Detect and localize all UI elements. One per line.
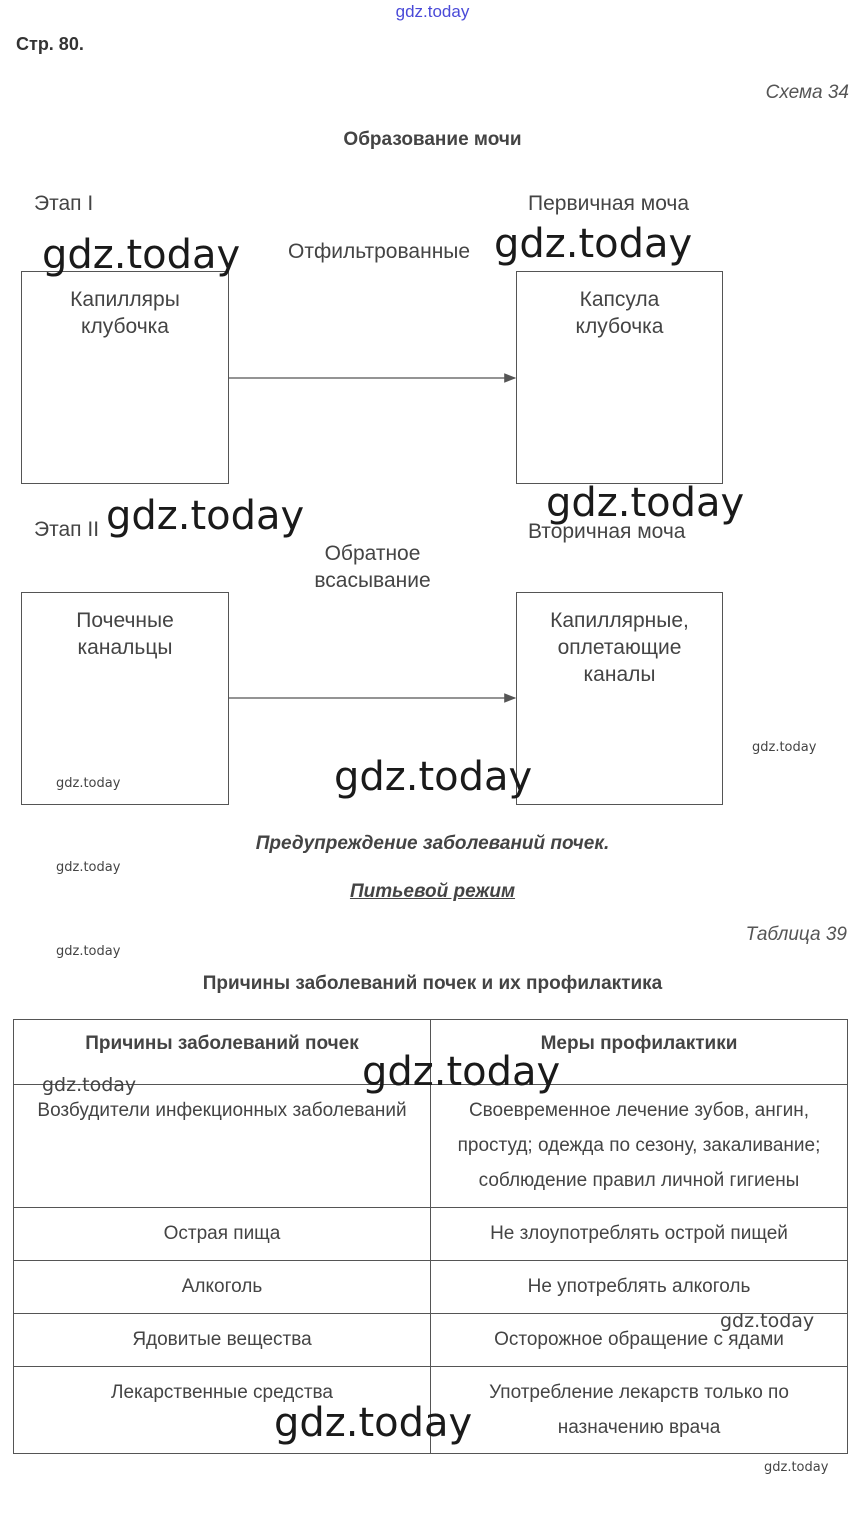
watermark: gdz.today (764, 1460, 829, 1475)
table-row (14, 1208, 848, 1261)
box-line: оплетающие (557, 636, 682, 659)
header-causes: Причины заболеваний почек (14, 1020, 431, 1085)
prevention-cell: Не употреблять алкоголь (431, 1261, 848, 1314)
scheme-title: Образование мочи (343, 129, 522, 150)
box-line: Капиллярные, (550, 609, 689, 632)
watermark: gdz.today (494, 221, 693, 267)
watermark: gdz.today (106, 493, 305, 539)
watermark: gdz.today (752, 740, 817, 755)
watermark: gdz.today (546, 480, 745, 526)
cause-cell: Возбудители инфекционных заболеваний (14, 1085, 431, 1208)
box-line: клубочка (575, 315, 664, 338)
prevention-cell: Не злоупотреблять острой пищей (431, 1208, 848, 1261)
stage2-result: Вторичная моча (528, 520, 686, 543)
box-line: каналы (583, 663, 656, 686)
stage1-process: Отфильтрованные (288, 240, 471, 263)
prevention-cell: Употребление лекарств только по назначению врача (431, 1367, 848, 1454)
watermark: gdz.today (274, 1400, 473, 1446)
box-line: Почечные (76, 609, 174, 632)
cause-cell: Острая пища (14, 1208, 431, 1261)
stage1-label: Этап I (34, 192, 94, 215)
prevention-cell: Осторожное обращение с ядами (431, 1314, 848, 1367)
page-number: Стр. 80. (16, 34, 84, 54)
table-label: Таблица 39 (745, 924, 847, 945)
watermark: gdz.today (334, 754, 533, 800)
watermark: gdz.today (56, 860, 121, 875)
watermark: gdz.today (720, 1310, 815, 1332)
scheme-label: Схема 34 (765, 82, 849, 103)
cause-cell: Лекарственные средства (14, 1367, 431, 1454)
watermark: gdz.today (56, 776, 121, 791)
prevention-cell: Своевременное лечение зубов, ангин, простуд; одежда по сезону, закаливание; соблюдение правил личной гигиены (431, 1085, 848, 1208)
watermark: gdz.today (42, 232, 241, 278)
box-line: канальцы (77, 636, 173, 659)
table-title: Причины заболеваний почек и их профилактика (202, 973, 663, 994)
process-line: Обратное (324, 542, 421, 565)
box-line: клубочка (81, 315, 169, 338)
watermark: gdz.today (362, 1049, 561, 1095)
box-line: Капилляры (70, 288, 180, 311)
watermark-top: gdz.today (395, 2, 470, 21)
header-prevention: Меры профилактики (431, 1020, 848, 1085)
box-line: Капсула (579, 288, 660, 311)
watermark: gdz.today (56, 944, 121, 959)
cause-cell: Алкоголь (14, 1261, 431, 1314)
warning-heading: Предупреждение заболеваний почек. (255, 833, 610, 854)
stage1-result: Первичная моча (528, 192, 690, 215)
process-line: всасывание (314, 569, 431, 592)
stage2-label: Этап II (34, 518, 100, 541)
drinking-regime-heading: Питьевой режим (349, 881, 516, 902)
watermark: gdz.today (42, 1074, 137, 1096)
table-row (14, 1261, 848, 1314)
cause-cell: Ядовитые вещества (14, 1314, 431, 1367)
table-row (14, 1085, 848, 1208)
